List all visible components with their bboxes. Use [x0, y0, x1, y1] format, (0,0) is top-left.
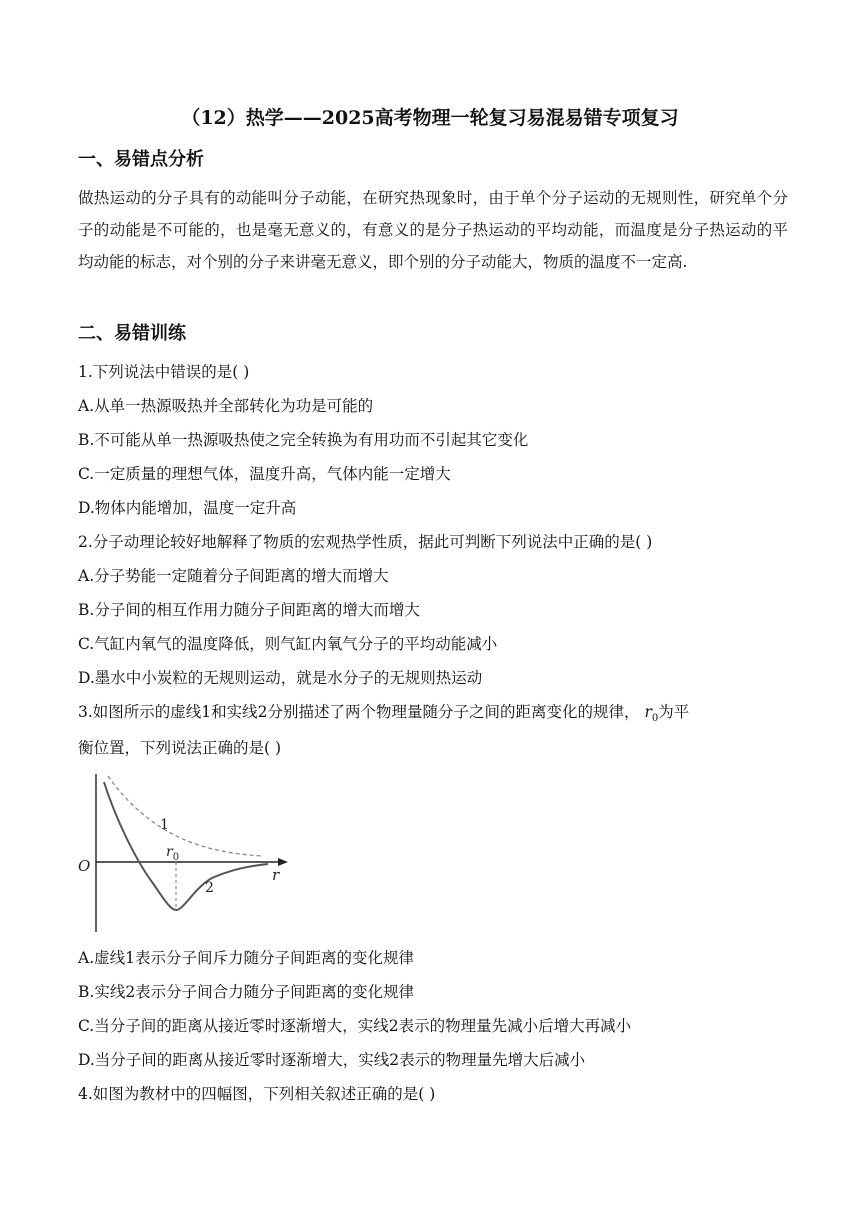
question-1-option-c: C.一定质量的理想气体，温度升高，气体内能一定增大 — [78, 465, 451, 483]
figure-r0-base: r — [166, 844, 173, 860]
r0-symbol — [644, 703, 659, 725]
question-3-option-b: B.实线2表示分子间合力随分子间距离的变化规律 — [78, 983, 415, 1001]
question-4-stem: 4.如图为教材中的四幅图，下列相关叙述正确的是( ) — [78, 1085, 436, 1103]
solid-curve-2 — [104, 782, 268, 910]
section-heading-error-training: 二、易错训练 — [78, 323, 186, 344]
curve-1-label: 1 — [160, 817, 169, 833]
question-2-option-a: A.分子势能一定随着分子间距离的增大而增大 — [78, 567, 389, 585]
dashed-curve-1 — [108, 776, 262, 856]
page-title: （12）热学——2025高考物理一轮复习易混易错专项复习 — [181, 107, 679, 129]
question-3-stem-line1 — [78, 700, 798, 731]
figure-r0-subscript: 0 — [172, 852, 180, 863]
question-2-option-b: B.分子间的相互作用力随分子间距离的增大而增大 — [78, 601, 420, 619]
r0-subscript: 0 — [651, 713, 659, 725]
curve-2-label: 2 — [205, 880, 214, 896]
question-3-option-d: D.当分子间的距离从接近零时逐渐增大，实线2表示的物理量先增大后减小 — [78, 1051, 586, 1069]
r0-label — [166, 844, 179, 863]
question-1-stem: 1.下列说法中错误的是( ) — [78, 363, 250, 381]
r0-base: r — [644, 703, 652, 721]
r-axis-arrow — [278, 858, 288, 866]
question-1-option-b: B.不可能从单一热源吸热使之完全转换为有用功而不引起其它变化 — [78, 431, 529, 449]
question-2-option-d: D.墨水中小炭粒的无规则运动，就是水分子的无规则热运动 — [78, 669, 483, 687]
question-3-option-c: C.当分子间的距离从接近零时逐渐增大，实线2表示的物理量先减小后增大再减小 — [78, 1017, 632, 1035]
question-3-stem-part-a: 3.如图所示的虚线1和实线2分别描述了两个物理量随分子之间的距离变化的规律， — [78, 703, 640, 721]
error-analysis-paragraph: 做热运动的分子具有的动能叫分子动能，在研究热现象时，由于单个分子运动的无规则性，研究单个分子的动能是不可能的，也是毫无意义的，有意义的是分子热运动的平均动能，而温度是分子热运动的平均动能的标志，对个别的分子来讲毫无意义，即个别的分子动能大，物质的温度不一定高. — [78, 189, 788, 271]
question-1-option-a: A.从单一热源吸热并全部转化为功是可能的 — [78, 397, 374, 415]
question-3-stem-part-b: 为平 — [658, 703, 690, 721]
question-1-option-d: D.物体内能增加，温度一定升高 — [78, 499, 297, 517]
question-2-stem: 2.分子动理论较好地解释了物质的宏观热学性质，据此可判断下列说法中正确的是( ) — [78, 533, 653, 551]
section-heading-error-analysis: 一、易错点分析 — [78, 149, 204, 170]
molecular-force-diagram — [72, 770, 302, 940]
r-axis-label: r — [272, 866, 280, 884]
question-3-option-a: A.虚线1表示分子间斥力随分子间距离的变化规律 — [78, 949, 414, 967]
origin-label: O — [78, 857, 91, 875]
question-3-stem-line2: 衡位置，下列说法正确的是( ) — [78, 739, 282, 757]
question-2-option-c: C.气缸内氧气的温度降低，则气缸内氧气分子的平均动能减小 — [78, 635, 498, 653]
